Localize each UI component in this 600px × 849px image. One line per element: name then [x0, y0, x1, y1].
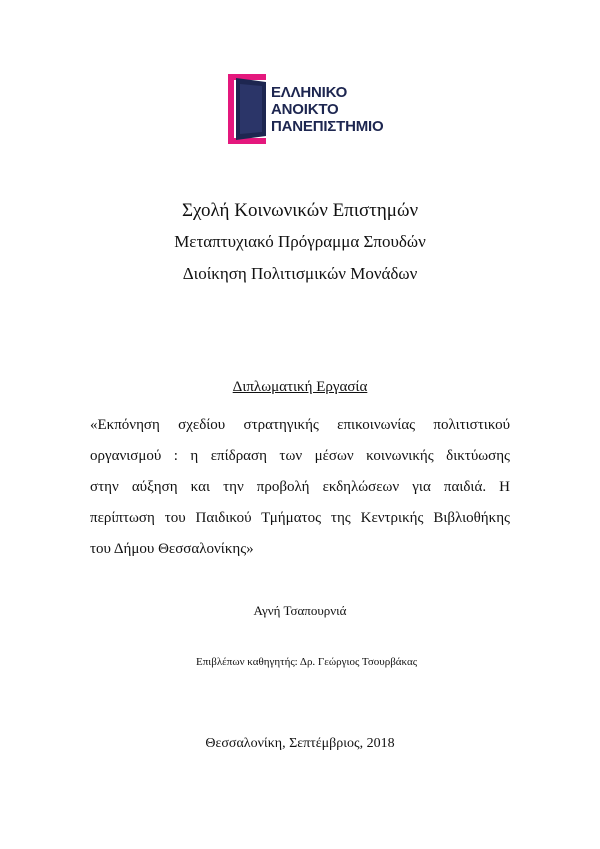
- supervisor: Επιβλέπων καθηγητής: Δρ. Γεώργιος Τσουρβάκας: [196, 656, 418, 668]
- logo-line-3: ΠΑΝΕΠΙΣΤΗΜΙΟ: [271, 118, 384, 135]
- thesis-title-line: του Δήμου Θεσσαλονίκης»: [90, 541, 254, 557]
- thesis-title-line: περίπτωση του Παιδικού Τμήματος της Κεντρικής Βιβλιοθήκης: [90, 510, 510, 526]
- university-logo: [226, 74, 426, 144]
- logo-wordmark: [271, 84, 383, 135]
- thesis-label-text: Διπλωματική Εργασία: [232, 379, 368, 395]
- program-name: Μεταπτυχιακό Πρόγραμμα Σπουδών: [174, 232, 426, 251]
- thesis-title-line: οργανισμού : η επίδραση των μέσων κοινωνικής δικτύωσης: [90, 448, 510, 464]
- thesis-title-line: στην αύξηση και την προβολή εκδηλώσεων για παιδιά. Η: [90, 479, 510, 495]
- logo-line-1: ΕΛΛΗΝΙΚΟ: [271, 84, 348, 101]
- thesis-label: [0, 379, 600, 396]
- thesis-title: [90, 410, 510, 565]
- program-direction: Διοίκηση Πολιτισμικών Μονάδων: [182, 264, 418, 283]
- school-name: Σχολή Κοινωνικών Επιστημών: [181, 200, 419, 221]
- thesis-title-line: «Εκπόνηση σχεδίου στρατηγικής επικοινωνίας πολιτιστικού: [90, 417, 510, 433]
- author-name: Αγνή Τσαπουρνιά: [253, 603, 347, 618]
- logo-line-2: ΑΝΟΙΚΤΟ: [271, 101, 339, 118]
- logo-emblem-icon: [226, 74, 270, 144]
- place-date: Θεσσαλονίκη, Σεπτέμβριος, 2018: [205, 736, 395, 751]
